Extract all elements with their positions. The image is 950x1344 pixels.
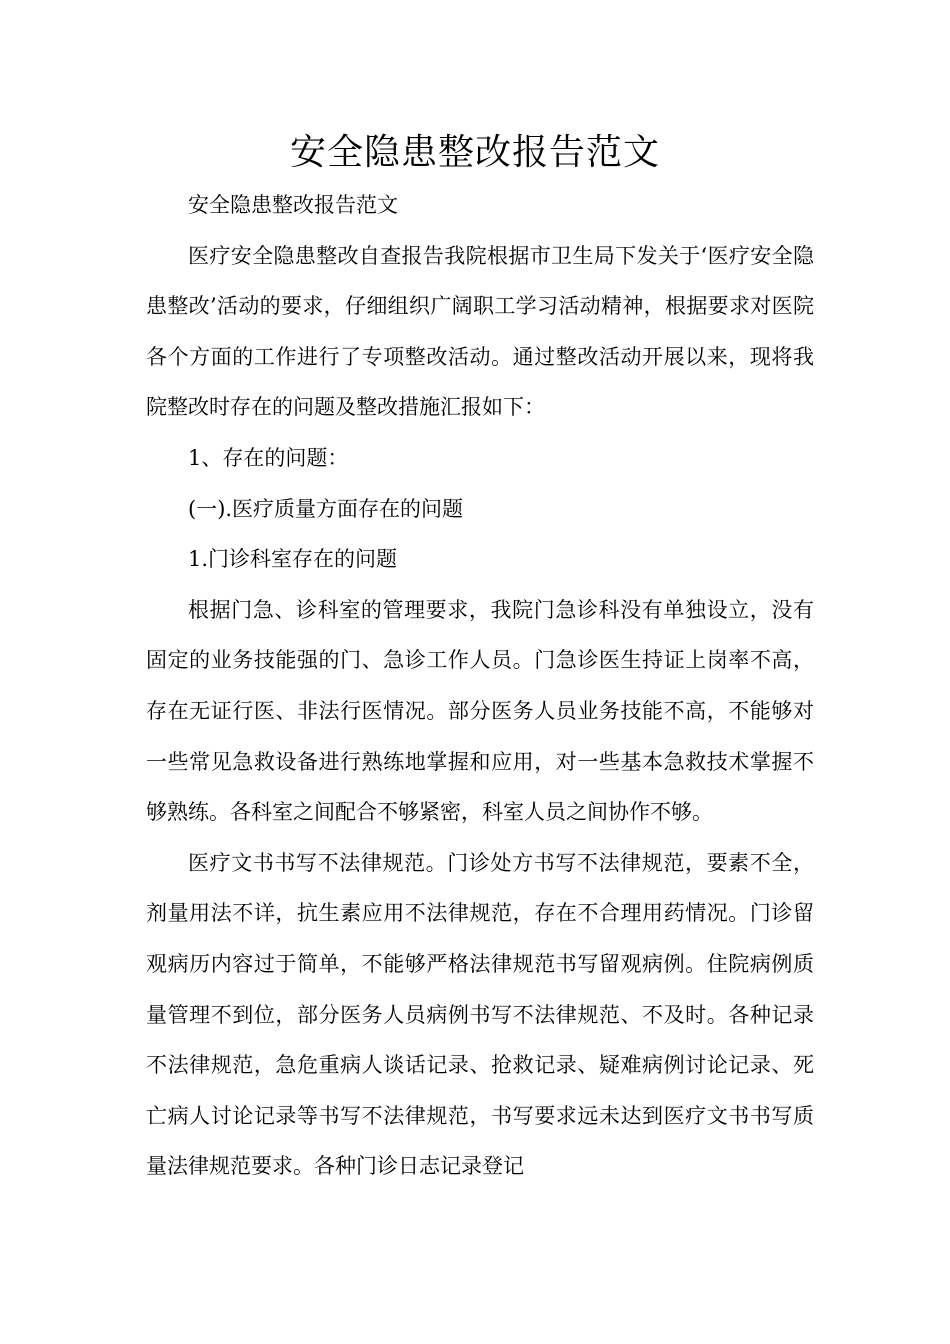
paragraph-medical-records: 医疗文书书写不法律规范。门诊处方书写不法律规范，要素不全，剂量用法不详，抗生素应用不法律规范，存在不合理用药情况。门诊留观病历内容过于简单，不能够严格法律规范书写留观病例。住院病例质量管理不到位，部分医务人员病例书写不法律规范、不及时。各种记录不法律规范，急危重病人谈话记录、抢救记录、疑难病例讨论记录、死亡病人讨论记录等书写不法律规范，书写要求远未达到医疗文书书写质量法律规范要求。各种门诊日志记录登记 <box>146 850 814 1179</box>
heading-problems: 1、存在的问题： <box>188 445 349 470</box>
heading-medical-quality: (一).医疗质量方面存在的问题 <box>188 496 464 521</box>
paragraph-intro: 医疗安全隐患整改自查报告我院根据市卫生局下发关于‘医疗安全隐患整改’活动的要求，仔细组织广阔职工学习活动精神，根据要求对医院各个方面的工作进行了专项整改活动。通过整改活动开展以来，现将我院整改时存在的问题及整改措施汇报如下： <box>146 243 814 420</box>
document-title: 安全隐患整改报告范文 <box>289 132 660 173</box>
heading-outpatient: 1.门诊科室存在的问题 <box>188 547 398 572</box>
document-body <box>146 180 814 1192</box>
paragraph-subtitle: 安全隐患整改报告范文 <box>188 193 398 217</box>
paragraph-outpatient-issues: 根据门急、诊科室的管理要求，我院门急诊科没有单独设立，没有固定的业务技能强的门、急诊工作人员。门急诊医生持证上岗率不高，存在无证行医、非法行医情况。部分医务人员业务技能不高，不能够对一些常见急救设备进行熟练地掌握和应用，对一些基本急救技术掌握不够熟练。各科室之间配合不够紧密，科室人员之间协作不够。 <box>146 597 814 825</box>
